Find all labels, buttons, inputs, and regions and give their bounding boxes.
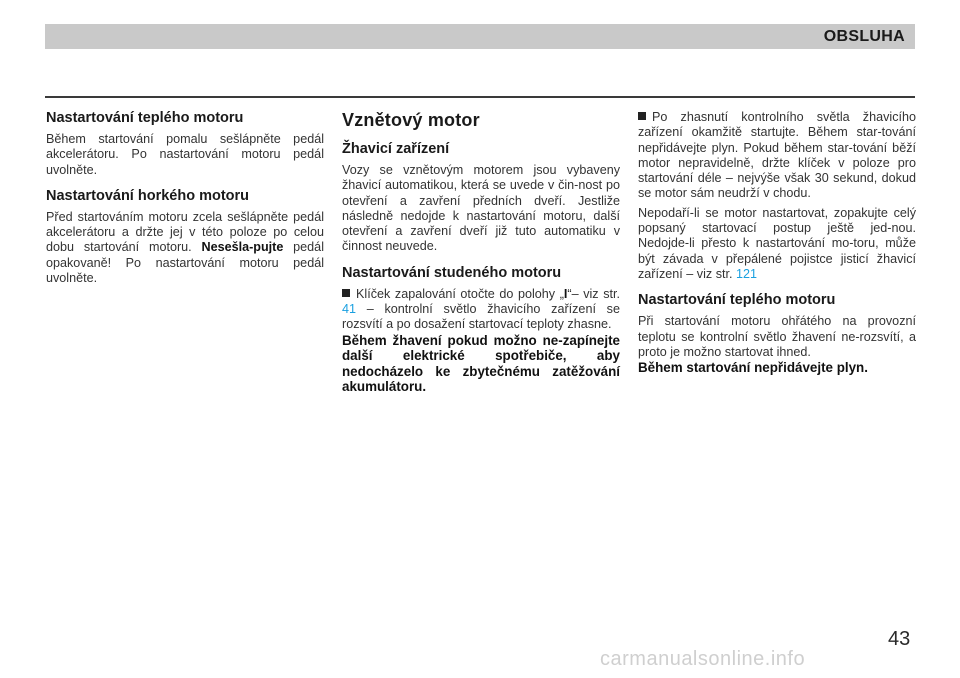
paragraph-hot-start — [46, 210, 324, 286]
column-2 — [342, 110, 620, 395]
heading-cold-start: Nastartování studeného motoru — [342, 264, 562, 281]
text: Klíček zapalování otočte do polohy „ — [356, 286, 564, 301]
warning-text: Během žhavení pokud možno ne-zapínejte další elektrické spotřebiče, aby nedocházelo ke zbytečnému zatěžování akumulátoru. — [342, 332, 620, 395]
bullet-icon — [342, 289, 350, 297]
text: Po zhasnutí kontrolního světla žhavicího zařízení okamžitě startujte. Během star-tování nepřidávejte plyn. Pokud během star-tování běží motor nepravidelně, držte klíček v poloze pro startování déle – nejvýše však 30 sekund, dokud se motor sám neudrží v chodu. — [638, 110, 916, 201]
paragraph-cold-start — [342, 287, 620, 333]
section-heading-diesel: Vznětový motor — [342, 110, 480, 130]
heading-warm-start: Nastartování teplého motoru — [46, 110, 244, 126]
text: Nepodaří-li se motor nastartovat, zopakujte celý popsaný startovací postup ještě jed-nou. Nedojde-li přesto k nastartování mo-toru, může být závada v přepálené pojistce jisticí žhavicí zařízení – viz str. — [638, 205, 916, 281]
emphasis-text: Nesešla-pujte — [201, 240, 284, 255]
bullet-icon — [638, 112, 646, 120]
page-number: 43 — [888, 628, 911, 650]
text: pedál opakovaně! Po nastartování motoru pedál uvolněte. — [46, 240, 324, 286]
page-reference-link[interactable]: 41 — [342, 302, 357, 317]
text: Před startováním motoru zcela sešlápněte pedál akcelerátoru a držte jej v této poloze po celou dobu startování motoru. — [46, 209, 324, 255]
section-title: OBSLUHA — [823, 28, 905, 45]
position-label: I — [563, 286, 568, 301]
paragraph-warm-start-diesel: Při startování motoru ohřátého na provozní teplotu se kontrolní světlo žhavení ne-rozsvítí, a proto je možno startovat ihned. — [638, 314, 916, 359]
paragraph-after-glow — [638, 110, 916, 202]
text: “– viz str. — [567, 286, 620, 301]
header-bar — [45, 24, 915, 49]
warning-text: Během startování nepřidávejte plyn. — [638, 360, 868, 376]
heading-glow-system: Žhavicí zařízení — [342, 141, 450, 157]
text: – kontrolní světlo žhavicího zařízení se rozsvítí a po dosažení startovací teploty zhasne. — [342, 302, 620, 332]
divider — [45, 96, 915, 98]
paragraph-glow-system: Vozy se vznětovým motorem jsou vybaveny žhavicí automatikou, která se uvede v čin-nost po otevření a zavření předních dveří. Jestliže následně nedojde k nastartování motoru, další otevření a zavření dveří již tuto automatiku v činnost neuvede. — [342, 163, 620, 254]
page-reference-link[interactable]: 121 — [735, 266, 757, 281]
column-3 — [638, 110, 916, 376]
paragraph-retry — [638, 206, 916, 282]
heading-hot-start: Nastartování horkého motoru — [46, 187, 250, 204]
paragraph-warm-start: Během startování pomalu sešlápněte pedál akcelerátoru. Po nastartování motoru pedál uvolněte. — [46, 132, 324, 177]
column-1 — [46, 110, 324, 296]
heading-warm-start-diesel: Nastartování teplého motoru — [638, 292, 836, 309]
watermark: carmanualsonline.info — [600, 648, 806, 670]
